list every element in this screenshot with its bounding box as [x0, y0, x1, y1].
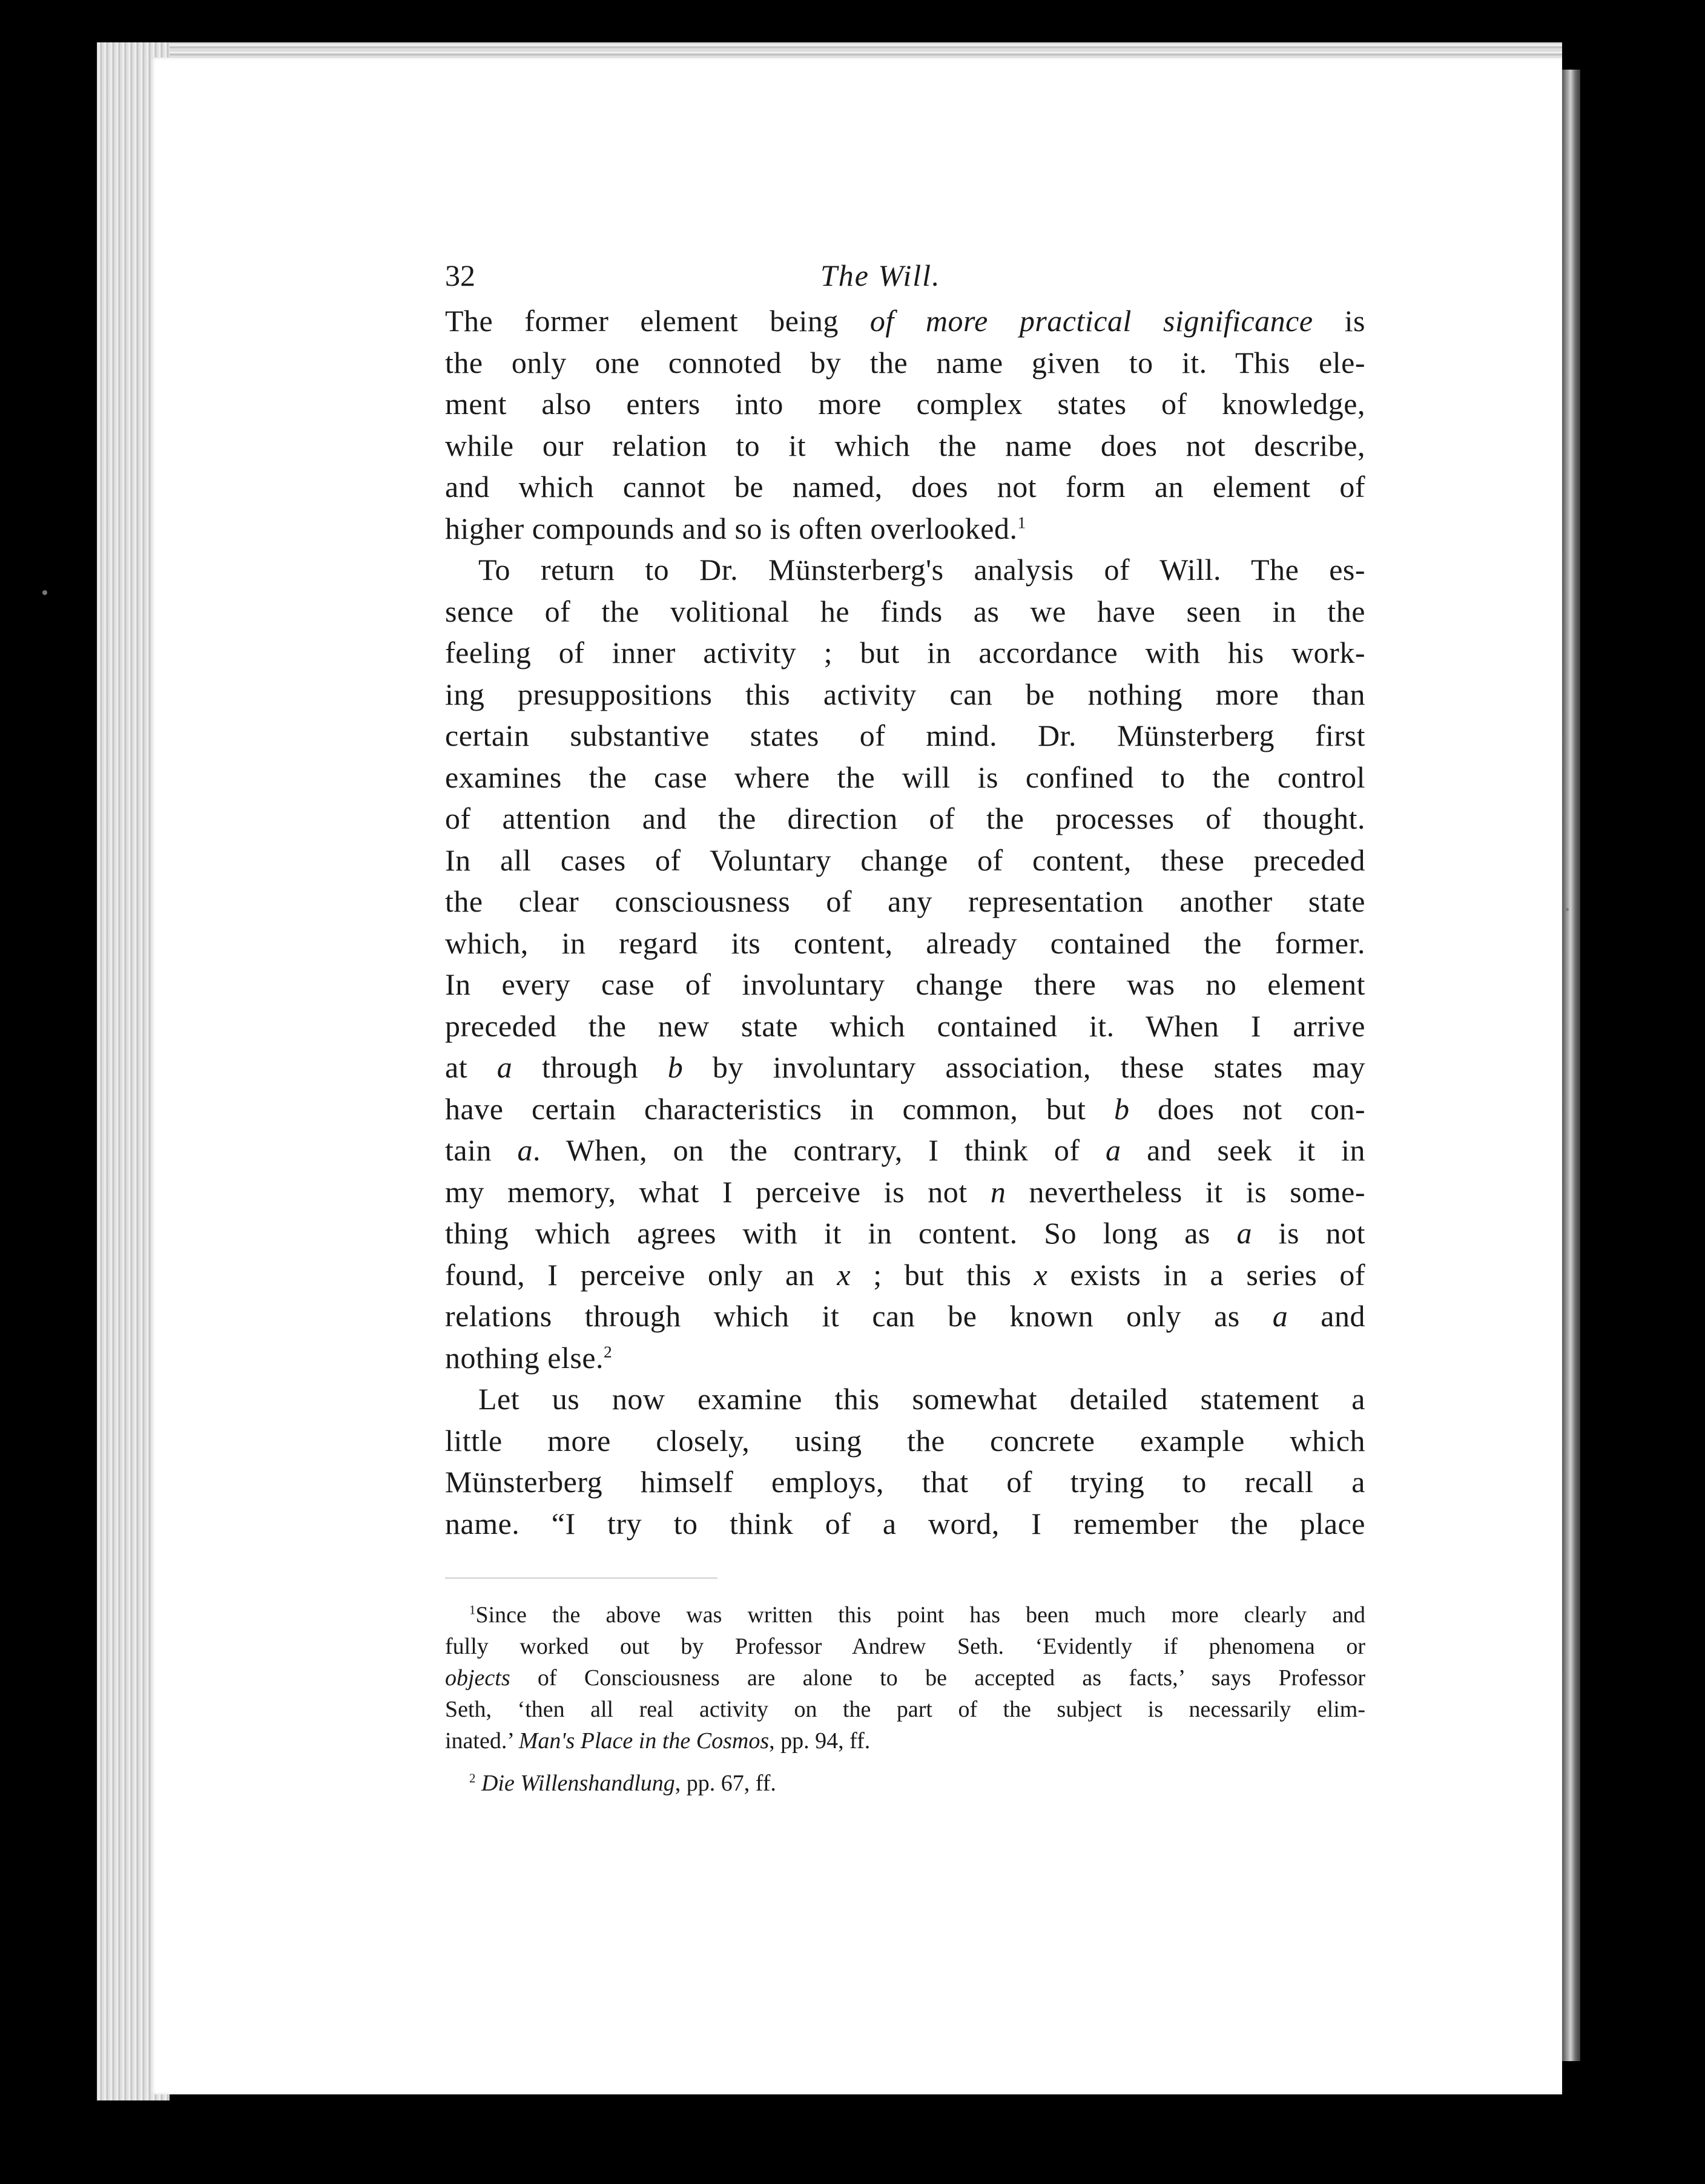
italic-text: a — [1272, 1299, 1288, 1333]
text-line: while our relation to it which the name does not describe, — [445, 428, 1365, 462]
text-line: my memory, what I perceive is not n nevertheless it is some- — [445, 1174, 1365, 1209]
footnote-marker: 1 — [1017, 512, 1026, 531]
italic-text: x — [837, 1257, 851, 1292]
page-content — [445, 254, 1365, 1799]
italic-text: n — [990, 1174, 1006, 1209]
running-title: The Will. — [820, 258, 941, 292]
next-page-edge — [1562, 70, 1580, 2061]
italic-text: a — [1106, 1133, 1121, 1167]
text-line: ing presuppositions this activity can be nothing more than — [445, 677, 1365, 711]
text-line: which, in regard its content, already contained the former. — [445, 926, 1365, 960]
footnote-2 — [445, 1768, 1365, 1799]
footnotes — [445, 1599, 1365, 1799]
text-line: and which cannot be named, does not form an element of — [445, 470, 1365, 504]
text-line: the clear consciousness of any representation another state — [445, 884, 1365, 918]
scan-speck — [1566, 908, 1569, 911]
text-line: relations through which it can be known only as a and — [445, 1299, 1365, 1333]
text-line: found, I perceive only an x ; but this x exists in a series of — [445, 1257, 1366, 1292]
text-line: feeling of inner activity ; but in accordance with his work- — [445, 636, 1365, 669]
text-line: thing which agrees with it in content. So long as a is not — [445, 1216, 1365, 1250]
text-line: the only one connoted by the name given to it. This ele- — [445, 345, 1365, 380]
scan-speck — [42, 590, 47, 595]
text-line: To return to Dr. Münsterberg's analysis of Will. The es- — [478, 553, 1365, 587]
text-line: nothing else.$^2$ — [445, 1340, 613, 1375]
text-line: Let us now examine this somewhat detailed statement a — [478, 1382, 1365, 1416]
italic-text: Man's Place in the Cosmos — [518, 1728, 770, 1754]
text-line: The former element being of more practical significance is — [445, 304, 1366, 338]
footnote-line: inated.’ Man's Place in the Cosmos, pp. 94, ff. — [445, 1728, 871, 1754]
running-head — [445, 254, 1365, 297]
text-line: of attention and the direction of the processes of thought. — [445, 801, 1365, 835]
text-line: higher compounds and so is often overlooked.$^1$ — [445, 511, 1026, 545]
footnote-line: $^2$ Die Willenshandlung, pp. 67, ff. — [469, 1771, 776, 1796]
italic-text: b — [1113, 1091, 1130, 1126]
italic-text: x — [1034, 1257, 1048, 1292]
footnote-rule — [445, 1577, 717, 1579]
italic-text: a — [496, 1050, 513, 1084]
body-text — [445, 300, 1365, 1544]
text-line: Münsterberg himself employs, that of trying to recall a — [445, 1465, 1365, 1499]
footnote-line: fully worked out by Professor Andrew Seth. ‘Evidently if phenomena or — [445, 1634, 1365, 1659]
text-line: certain substantive states of mind. Dr. Münsterberg first — [445, 719, 1365, 752]
text-line: name. “I try to think of a word, I remember the place — [445, 1506, 1365, 1541]
italic-text: Die Willenshandlung — [481, 1771, 675, 1796]
footnote-marker: 2 — [469, 1771, 476, 1786]
text-line: In every case of involuntary change there was no element — [445, 967, 1365, 1001]
italic-text: objects — [445, 1665, 510, 1691]
footnote-line: $^1$Since the above was written this point has been much more clearly and — [469, 1602, 1365, 1628]
text-line: In all cases of Voluntary change of content, these preceded — [445, 843, 1365, 877]
text-line: examines the case where the will is confined to the control — [445, 760, 1365, 794]
text-line: at a through b by involuntary association, these states may — [445, 1050, 1365, 1084]
footnote-line: Seth, ‘then all real activity on the part of the subject is necessarily elim- — [445, 1697, 1365, 1722]
text-line: tain a. When, on the contrary, I think of a and seek it in — [445, 1133, 1365, 1167]
italic-text: of more practical significance — [869, 304, 1313, 338]
footnote-marker: 2 — [604, 1341, 613, 1361]
italic-text: a — [517, 1133, 533, 1167]
footnote-1 — [445, 1599, 1365, 1757]
text-line: ment also enters into more complex states of knowledge, — [445, 387, 1365, 421]
footnote-marker: 1 — [469, 1602, 476, 1617]
italic-text: b — [667, 1050, 684, 1084]
footnote-line: objects of Consciousness are alone to be accepted as facts,’ says Professor — [445, 1665, 1365, 1691]
text-line: preceded the new state which contained it. When I arrive — [445, 1008, 1365, 1043]
text-line: sence of the volitional he finds as we have seen in the — [445, 594, 1365, 628]
italic-text: a — [1236, 1216, 1252, 1250]
text-line: little more closely, using the concrete example which — [445, 1423, 1365, 1458]
page-number: 32 — [445, 258, 475, 292]
text-line: have certain characteristics in common, but b does not con- — [445, 1091, 1365, 1126]
